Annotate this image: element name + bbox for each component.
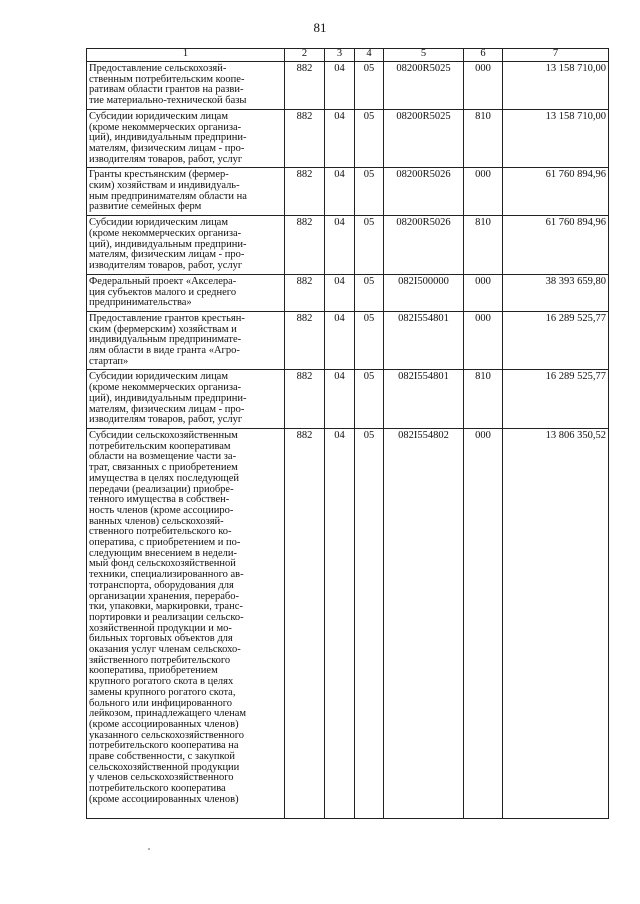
table-row bbox=[87, 109, 609, 168]
row-name-line: мый фонд сельскохозяйственной bbox=[89, 558, 236, 570]
row-name-line: имущества в целях последующей bbox=[89, 472, 240, 484]
row-name-line: организации хранения, перерабо- bbox=[89, 590, 239, 602]
row-target: 082I554802 bbox=[384, 428, 464, 818]
row-name-line: Субсидии юридическим лицам bbox=[89, 217, 228, 229]
row-code: 882 bbox=[285, 216, 325, 275]
row-name-line: зяйственного потребительского bbox=[89, 654, 231, 666]
col-header-code: 2 bbox=[285, 49, 325, 62]
row-section: 04 bbox=[325, 274, 355, 311]
row-name-line: изводителям товаров, работ, услуг bbox=[89, 153, 243, 165]
row-code: 882 bbox=[285, 274, 325, 311]
col-header-target: 5 bbox=[384, 49, 464, 62]
row-name bbox=[87, 274, 285, 311]
header-row bbox=[87, 49, 609, 62]
row-name-line: замены крупного рогатого скота, bbox=[89, 686, 236, 698]
row-type: 000 bbox=[464, 62, 503, 110]
table-row bbox=[87, 168, 609, 216]
row-subsection: 05 bbox=[355, 62, 384, 110]
row-name-line: потребительского кооператива bbox=[89, 783, 226, 795]
row-name-line: потребительским кооперативам bbox=[89, 440, 231, 452]
row-name-line: ность членов (кроме ассоцииро- bbox=[89, 504, 234, 516]
row-name-line: ным предпринимателям области на bbox=[89, 190, 247, 202]
row-name-line: (кроме некоммерческих организа- bbox=[89, 382, 242, 394]
row-subsection: 05 bbox=[355, 274, 384, 311]
row-name-line: тки, упаковки, маркировки, транс- bbox=[89, 601, 243, 613]
row-name-line: ванных членов) сельскохозяй- bbox=[89, 515, 224, 527]
row-amount: 13 158 710,00 bbox=[503, 62, 609, 110]
row-name-line: следующим внесением в недели- bbox=[89, 547, 238, 559]
row-name-line: ственным потребительским коопе- bbox=[89, 73, 245, 85]
row-subsection: 05 bbox=[355, 428, 384, 818]
row-name bbox=[87, 428, 285, 818]
row-name-line: ция субъектов малого и среднего bbox=[89, 286, 237, 298]
col-header-name: 1 bbox=[87, 49, 285, 62]
row-name-line: трат, связанных с приобретением bbox=[89, 462, 238, 474]
budget-table bbox=[86, 48, 609, 819]
row-name-line: передачи (реализации) приобре- bbox=[89, 483, 234, 495]
row-target: 08200R5026 bbox=[384, 216, 464, 275]
row-name-line: указанного сельскохозяйственного bbox=[89, 729, 245, 741]
row-name-line: тотранспорта, оборудования для bbox=[89, 579, 234, 591]
row-name-line: (кроме ассоциированных членов) bbox=[89, 793, 239, 805]
row-name-line: портировки и реализации сельско- bbox=[89, 611, 244, 623]
row-type: 000 bbox=[464, 428, 503, 818]
col-header-subsection: 4 bbox=[355, 49, 384, 62]
row-amount: 61 760 894,96 bbox=[503, 216, 609, 275]
row-code: 882 bbox=[285, 62, 325, 110]
row-name-line: больного или инфицированного bbox=[89, 697, 233, 709]
row-name-line: кооператива, приобретением bbox=[89, 665, 218, 677]
row-name bbox=[87, 109, 285, 168]
row-name-line: тие материально-технической базы bbox=[89, 95, 247, 107]
row-subsection: 05 bbox=[355, 311, 384, 370]
row-name-line: оказания услуг членам сельскохо- bbox=[89, 644, 241, 656]
row-name-line: (кроме ассоциированных членов) bbox=[89, 718, 239, 730]
row-type: 810 bbox=[464, 216, 503, 275]
row-name-line: (кроме некоммерческих организа- bbox=[89, 228, 242, 240]
row-code: 882 bbox=[285, 109, 325, 168]
row-name-line: предпринимательства» bbox=[89, 297, 192, 309]
row-name-line: индивидуальным предпринимате- bbox=[89, 334, 242, 346]
row-target: 082I554801 bbox=[384, 311, 464, 370]
row-section: 04 bbox=[325, 370, 355, 429]
row-type: 000 bbox=[464, 274, 503, 311]
row-name-line: ций), индивидуальным предприни- bbox=[89, 238, 247, 250]
row-name bbox=[87, 62, 285, 110]
row-subsection: 05 bbox=[355, 216, 384, 275]
row-subsection: 05 bbox=[355, 370, 384, 429]
row-name-line: Предоставление грантов крестьян- bbox=[89, 312, 245, 324]
row-name-line: Субсидии юридическим лицам bbox=[89, 371, 228, 383]
row-amount: 38 393 659,80 bbox=[503, 274, 609, 311]
row-name-line: развитие семейных ферм bbox=[89, 201, 202, 213]
row-name-line: потребительского кооператива на bbox=[89, 740, 239, 752]
row-target: 08200R5025 bbox=[384, 62, 464, 110]
row-code: 882 bbox=[285, 311, 325, 370]
row-amount: 13 806 350,52 bbox=[503, 428, 609, 818]
row-type: 000 bbox=[464, 168, 503, 216]
scan-speck bbox=[148, 848, 150, 850]
row-target: 082I554801 bbox=[384, 370, 464, 429]
row-name-line: Предоставление сельскохозяй- bbox=[89, 63, 227, 74]
row-name-line: мателям, физическим лицам - про- bbox=[89, 249, 245, 261]
row-amount: 16 289 525,77 bbox=[503, 370, 609, 429]
row-name-line: Субсидии сельскохозяйственным bbox=[89, 429, 238, 441]
row-section: 04 bbox=[325, 168, 355, 216]
col-header-amount: 7 bbox=[503, 49, 609, 62]
row-name-line: хозяйственной продукции и мо- bbox=[89, 622, 232, 634]
row-target: 082I500000 bbox=[384, 274, 464, 311]
row-amount: 61 760 894,96 bbox=[503, 168, 609, 216]
table-row bbox=[87, 274, 609, 311]
row-type: 000 bbox=[464, 311, 503, 370]
row-name-line: ций), индивидуальным предприни- bbox=[89, 392, 247, 404]
row-name-line: области на возмещение части за- bbox=[89, 451, 237, 463]
row-name-line: тенного имущества в собствен- bbox=[89, 494, 230, 506]
col-header-section: 3 bbox=[325, 49, 355, 62]
row-name-line: лейкозом, принадлежащего членам bbox=[89, 708, 247, 720]
row-name-line: оператива, с приобретением и по- bbox=[89, 537, 241, 549]
row-name-line: праве собственности, с закупкой bbox=[89, 751, 235, 763]
row-name-line: бильных торговых объектов для bbox=[89, 633, 233, 645]
row-target: 08200R5026 bbox=[384, 168, 464, 216]
row-target: 08200R5025 bbox=[384, 109, 464, 168]
row-name-line: Субсидии юридическим лицам bbox=[89, 110, 228, 122]
row-name-line: ским) хозяйствам и индивидуаль- bbox=[89, 180, 240, 192]
row-type: 810 bbox=[464, 370, 503, 429]
row-amount: 16 289 525,77 bbox=[503, 311, 609, 370]
table-row bbox=[87, 62, 609, 110]
table-row bbox=[87, 311, 609, 370]
row-name bbox=[87, 370, 285, 429]
row-name-line: мателям, физическим лицам - про- bbox=[89, 142, 245, 154]
row-section: 04 bbox=[325, 109, 355, 168]
row-name-line: ским (фермерским) хозяйствам и bbox=[89, 323, 237, 335]
row-name-line: сельскохозяйственной продукции bbox=[89, 761, 240, 773]
row-subsection: 05 bbox=[355, 168, 384, 216]
row-name-line: ственного потребительского ко- bbox=[89, 526, 232, 538]
row-name-line: изводителям товаров, работ, услуг bbox=[89, 260, 243, 272]
row-code: 882 bbox=[285, 428, 325, 818]
table-row bbox=[87, 216, 609, 275]
row-type: 810 bbox=[464, 109, 503, 168]
row-section: 04 bbox=[325, 428, 355, 818]
row-subsection: 05 bbox=[355, 109, 384, 168]
row-name-line: крупного рогатого скота в целях bbox=[89, 676, 234, 688]
row-name-line: ративам области грантов на разви- bbox=[89, 84, 244, 96]
row-section: 04 bbox=[325, 216, 355, 275]
row-section: 04 bbox=[325, 62, 355, 110]
row-name-line: Гранты крестьянским (фермер- bbox=[89, 169, 229, 181]
row-name-line: изводителям товаров, работ, услуг bbox=[89, 414, 243, 426]
page-number: 81 bbox=[313, 20, 327, 35]
row-code: 882 bbox=[285, 370, 325, 429]
table-row bbox=[87, 370, 609, 429]
row-name-line: лям области в виде гранта «Агро- bbox=[89, 345, 240, 357]
row-name bbox=[87, 216, 285, 275]
row-name bbox=[87, 311, 285, 370]
row-name-line: ций), индивидуальным предприни- bbox=[89, 132, 247, 144]
row-name-line: мателям, физическим лицам - про- bbox=[89, 403, 245, 415]
row-name-line: стартап» bbox=[89, 355, 129, 367]
row-name-line: (кроме некоммерческих организа- bbox=[89, 121, 242, 133]
row-name-line: Федеральный проект «Акселера- bbox=[89, 275, 237, 287]
row-section: 04 bbox=[325, 311, 355, 370]
row-amount: 13 158 710,00 bbox=[503, 109, 609, 168]
row-name bbox=[87, 168, 285, 216]
col-header-type: 6 bbox=[464, 49, 503, 62]
row-name-line: техники, специализированного ав- bbox=[89, 569, 244, 581]
table-row bbox=[87, 428, 609, 818]
row-code: 882 bbox=[285, 168, 325, 216]
row-name-line: у членов сельскохозяйственного bbox=[89, 772, 234, 784]
